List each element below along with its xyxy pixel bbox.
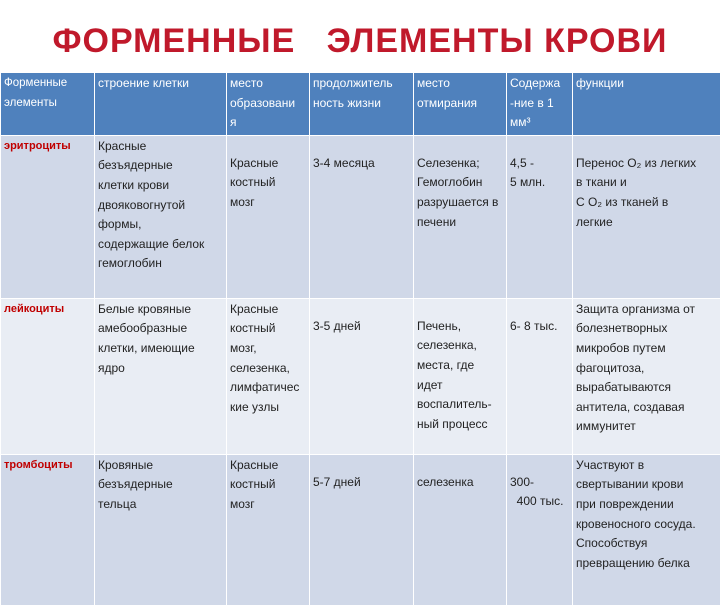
header-cell-origin: место образовани я (227, 73, 310, 136)
cell-origin: Красные костный мозг (227, 454, 310, 605)
cell-origin: Красные костный мозг (227, 135, 310, 298)
header-cell-functions: функции (573, 73, 720, 136)
header-cell-lifespan: продолжитель ность жизни (310, 73, 414, 136)
header-cell-elements: Форменные элементы (1, 73, 95, 136)
cell-lifespan: 3-5 дней (310, 298, 414, 454)
row-label-leukocytes: лейкоциты (1, 298, 95, 454)
cell-lifespan: 3-4 месяца (310, 135, 414, 298)
table-row (1, 298, 720, 454)
table-header-row (1, 73, 720, 136)
cell-origin: Красные костный мозг, селезенка, лимфатичес кие узлы (227, 298, 310, 454)
cell-functions: Перенос О₂ из легких в ткани и С О₂ из тканей в легкие (573, 135, 720, 298)
row-label-erythrocytes: эритроциты (1, 135, 95, 298)
row-label-thrombocytes: тромбоциты (1, 454, 95, 605)
cell-functions: Участвуют в свертывании крови при повреждении кровеносного сосуда. Способствуя превращению белка (573, 454, 720, 605)
cell-death-place: селезенка (414, 454, 507, 605)
page-title: ФОРМЕННЫЕ ЭЛЕМЕНТЫ КРОВИ (0, 22, 720, 61)
table-row (1, 135, 720, 298)
header-cell-content: Содержа -ние в 1 мм³ (507, 73, 573, 136)
cell-lifespan: 5-7 дней (310, 454, 414, 605)
cell-functions: Защита организма от болезнетворных микробов путем фагоцитоза, вырабатываются антитела, создавая иммунитет (573, 298, 720, 454)
cell-death-place: Селезенка; Гемоглобин разрушается в печени (414, 135, 507, 298)
blood-cells-table (0, 72, 720, 606)
cell-structure: Кровяные безъядерные тельца (95, 454, 227, 605)
header-cell-death-place: место отмирания (414, 73, 507, 136)
cell-structure: Белые кровяные амебообразные клетки, имеющие ядро (95, 298, 227, 454)
cell-death-place: Печень, селезенка, места, где идет воспалитель- ный процесс (414, 298, 507, 454)
cell-content: 6- 8 тыс. (507, 298, 573, 454)
cell-content: 300- 400 тыс. (507, 454, 573, 605)
table-row (1, 454, 720, 605)
cell-content: 4,5 - 5 млн. (507, 135, 573, 298)
header-cell-structure: строение клетки (95, 73, 227, 136)
cell-structure: Красные безъядерные клетки крови двояковогнутой формы, содержащие белок гемоглобин (95, 135, 227, 298)
